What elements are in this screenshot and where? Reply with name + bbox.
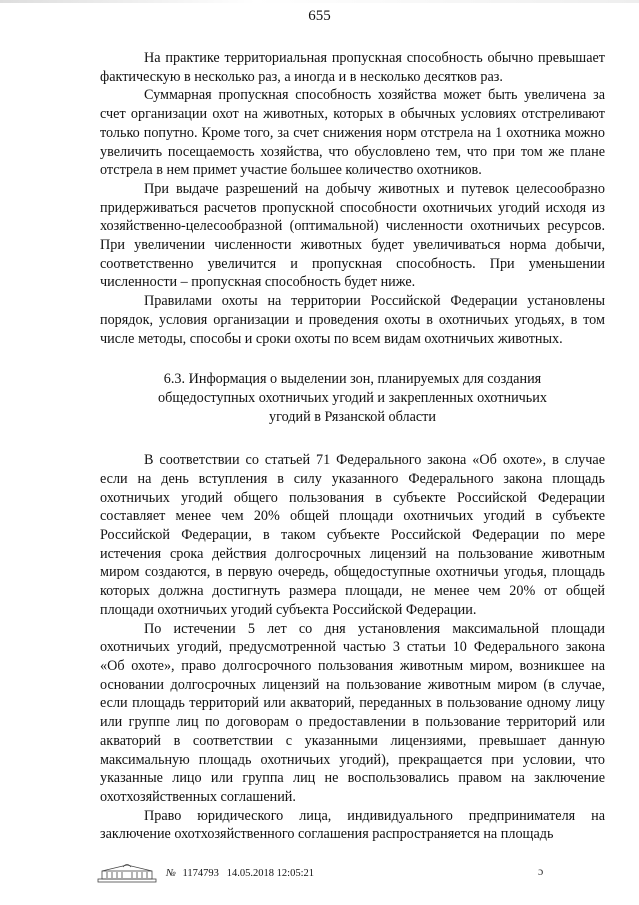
paragraph-legal-entity: Право юридического лица, индивидуального предпринимателя на заключение охотхозяйственного соглашения распространяется на площадь: [100, 807, 605, 843]
paragraph-permits: При выдаче разрешений на добычу животных и путевок целесообразно придерживаться расчетов пропускной способности охотничьих угодий исходя из хозяйственно-целесообразной (оптимальной) численности охотничьих ресурсов. При увеличении численности животных будет увеличиваться норма добычи, соответственно увеличится и пропускная способность. При уменьшении численности – пропускная способность будет ниже.: [100, 180, 605, 291]
document-stamp: [166, 868, 314, 879]
scan-edge: [0, 0, 639, 3]
document-number: 1174793: [182, 868, 219, 879]
building-emblem-icon: [96, 862, 158, 884]
corner-mark: ɔ: [538, 864, 544, 878]
document-body: [100, 49, 605, 844]
page-number: 655: [308, 8, 331, 24]
section-heading-line: общедоступных охотничьих угодий и закрепленных охотничьих: [158, 390, 547, 407]
paragraph-capacity-increase: Суммарная пропускная способность хозяйства может быть увеличена за счет организации охот на животных, которых в обычных условиях отстреливают только попутно. Кроме того, за счет снижения норм отстрела на 1 охотника можно увеличить посещаемость хозяйства, что обусловлено тем, что при том же плане отстрела в нем примет участие большее количество охотников.: [100, 87, 605, 179]
section-heading-line: угодий в Рязанской области: [269, 409, 436, 426]
paragraph-hunting-rules: Правилами охоты на территории Российской Федерации установлены порядок, условия организации и проведения охоты в охотничьих угодьях, в том числе методы, способы и сроки охоты по всем видам охотничьих животных.: [100, 293, 605, 347]
document-datetime: 14.05.2018 12:05:21: [226, 868, 314, 879]
paragraph-article-71: В соответствии со статьей 71 Федерального закона «Об охоте», в случае если на день вступления в силу указанного Федерального закона площадь охотничьих угодий общего пользования в субъекте Российской Федерации составляет менее чем 20% общей площади охотничьих угодий в субъекте Российской Федерации, в таком субъекте Российской Федерации по мере истечения срока действия долгосрочных лицензий на пользование животным миром создаются, в первую очередь, общедоступные охотничьи угодья, площадь которых должна достигнуть размера площади, не менее чем 20% от общей площади охотничьих угодий субъекта Российской Федерации.: [100, 452, 605, 618]
footer: [96, 862, 556, 884]
paragraph-five-years: По истечении 5 лет со дня установления максимальной площади охотничьих угодий, предусмотренной частью 3 статьи 10 Федерального закона «Об охоте», право долгосрочного пользования животным миром, возникшее на основании долгосрочных лицензий на пользование животным миром (в случае, если площадь территорий или акваторий, переданных в пользование одному лицу или группе лиц по договорам о предоставлении в пользование территорий или акваторий в соответствии с указанными лицензиями, превышает данную максимальную площадь охотничьих угодий), прекращается при условии, что указанные лицо или группа лиц не воспользовались правом на заключение охотхозяйственных соглашений.: [100, 620, 605, 805]
number-sign: №: [166, 868, 176, 879]
section-heading: [100, 370, 605, 427]
section-heading-line: 6.3. Информация о выделении зон, планируемых для создания: [163, 371, 542, 388]
paragraph-capacity-practice: На практике территориальная пропускная способность обычно превышает фактическую в несколько раз, а иногда и в несколько десятков раз.: [100, 50, 605, 85]
